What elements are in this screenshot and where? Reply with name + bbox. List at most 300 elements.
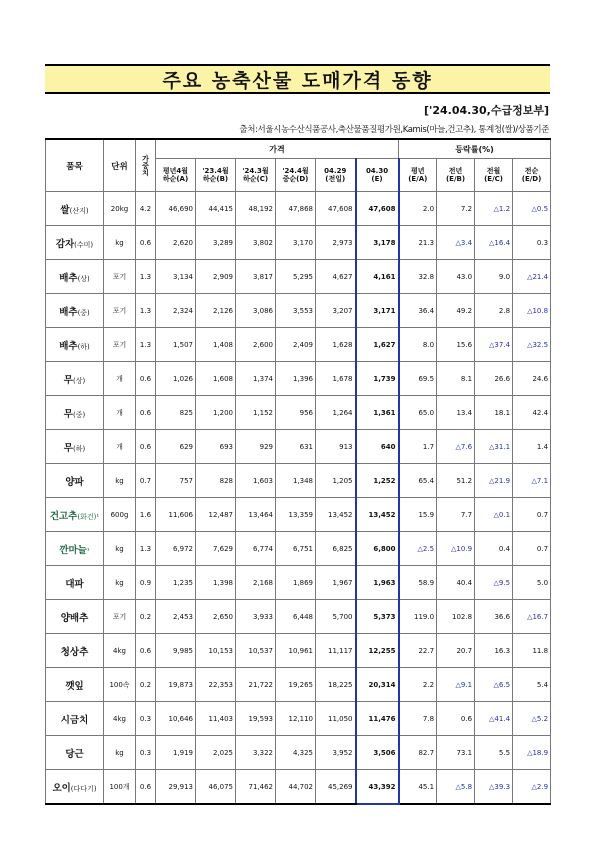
title-banner: [45, 64, 550, 94]
price-d: 47,868: [276, 192, 316, 226]
item-name: 당근: [65, 748, 84, 760]
change-ed: 0.3: [513, 226, 551, 260]
weight-cell: 0.3: [136, 736, 156, 770]
weight-cell: 4.2: [136, 192, 156, 226]
change-eb: 13.4: [437, 396, 475, 430]
price-d: 1,869: [276, 566, 316, 600]
header-change-line1: 전순: [524, 166, 539, 175]
price-b: 1,200: [196, 396, 236, 430]
price-b: 693: [196, 430, 236, 464]
table-row: [46, 668, 551, 702]
change-ed: 24.6: [513, 362, 551, 396]
header-price-col: [156, 159, 196, 192]
table-row: [46, 260, 551, 294]
change-eb: △3.4: [437, 226, 475, 260]
change-ed: 11.8: [513, 634, 551, 668]
table-row: [46, 362, 551, 396]
header-change-line2: (E/A): [408, 175, 428, 183]
price-d: 3,170: [276, 226, 316, 260]
item-name-cell: [46, 566, 104, 600]
price-a: 825: [156, 396, 196, 430]
unit-cell: 포기: [104, 328, 136, 362]
price-c: 3,817: [236, 260, 276, 294]
change-ec: △21.9: [475, 464, 513, 498]
table-row: [46, 770, 551, 805]
weight-cell: 0.2: [136, 600, 156, 634]
header-change-group: 등락률(%): [399, 139, 551, 159]
change-ec: △41.4: [475, 702, 513, 736]
header-price-line1: 04.30: [365, 166, 389, 175]
header-change-col: [437, 159, 475, 192]
price-d: 6,751: [276, 532, 316, 566]
item-grade: (하): [72, 444, 86, 453]
change-eb: △9.1: [437, 668, 475, 702]
price-b: 2,909: [196, 260, 236, 294]
item-name: 깻잎: [65, 680, 84, 692]
price-a: 1,919: [156, 736, 196, 770]
item-name-cell: [46, 362, 104, 396]
table-row: [46, 192, 551, 226]
price-prev: 2,973: [316, 226, 356, 260]
price-b: 10,153: [196, 634, 236, 668]
price-c: 19,593: [236, 702, 276, 736]
unit-cell: kg: [104, 226, 136, 260]
header-change-line2: (E/D): [521, 175, 542, 183]
change-eb: 43.0: [437, 260, 475, 294]
price-b: 46,075: [196, 770, 236, 805]
change-ea: △2.5: [399, 532, 437, 566]
table-row: [46, 532, 551, 566]
header-price-group: 가격: [156, 139, 399, 159]
unit-cell: kg: [104, 736, 136, 770]
price-a: 9,985: [156, 634, 196, 668]
price-c: 21,722: [236, 668, 276, 702]
table-row: [46, 702, 551, 736]
price-b: 1,608: [196, 362, 236, 396]
price-c: 3,802: [236, 226, 276, 260]
change-ed: 42.4: [513, 396, 551, 430]
price-c: 2,600: [236, 328, 276, 362]
price-a: 2,324: [156, 294, 196, 328]
unit-cell: 100개: [104, 770, 136, 805]
price-c: 71,462: [236, 770, 276, 805]
table-row: [46, 430, 551, 464]
table-row: [46, 736, 551, 770]
header-change-col: [399, 159, 437, 192]
source-note: 출처:서울시농수산식품공사,축산물품질평가원,Kamis(마늘,건고추), 통계청(쌀)/상품기준: [239, 125, 549, 135]
change-ed: △16.7: [513, 600, 551, 634]
price-current: 47,608: [356, 192, 399, 226]
price-current: 12,255: [356, 634, 399, 668]
price-d: 2,409: [276, 328, 316, 362]
change-ec: △6.5: [475, 668, 513, 702]
change-ea: 119.0: [399, 600, 437, 634]
item-name: 청상추: [60, 646, 89, 658]
header-change-col: [513, 159, 551, 192]
price-prev: 1,628: [316, 328, 356, 362]
item-grade: (상): [72, 376, 86, 385]
header-change-line1: 평년: [411, 166, 425, 175]
change-ec: △16.4: [475, 226, 513, 260]
table-row: [46, 328, 551, 362]
price-current: 4,161: [356, 260, 399, 294]
item-name: 배추: [59, 306, 78, 318]
item-name: 시금치: [60, 714, 89, 726]
item-grade: (하): [77, 342, 90, 351]
change-ec: 26.6: [475, 362, 513, 396]
weight-cell: 0.9: [136, 566, 156, 600]
price-current: 20,314: [356, 668, 399, 702]
price-b: 11,403: [196, 702, 236, 736]
header-price-line1: '24.4월: [282, 166, 309, 175]
change-ec: 2.8: [475, 294, 513, 328]
header-price-line1: 04.29: [324, 166, 347, 175]
change-ed: △32.5: [513, 328, 551, 362]
unit-cell: 4kg: [104, 702, 136, 736]
header-price-line2: 중순(D): [282, 175, 309, 183]
item-grade: (산지): [69, 206, 89, 215]
change-ec: △37.4: [475, 328, 513, 362]
header-change-line2: (E/B): [445, 175, 466, 183]
table-row: [46, 566, 551, 600]
weight-cell: 0.6: [136, 770, 156, 805]
header-price-col: [316, 159, 356, 192]
table-header: [46, 139, 551, 192]
price-prev: 1,264: [316, 396, 356, 430]
change-ed: 0.7: [513, 532, 551, 566]
change-ec: 5.5: [475, 736, 513, 770]
item-name-cell: [46, 328, 104, 362]
price-d: 1,348: [276, 464, 316, 498]
weight-cell: 0.2: [136, 668, 156, 702]
price-current: 1,739: [356, 362, 399, 396]
price-a: 629: [156, 430, 196, 464]
header-unit: 단위: [104, 139, 136, 192]
table-body: [46, 192, 551, 805]
price-current: 13,452: [356, 498, 399, 532]
change-ea: 22.7: [399, 634, 437, 668]
price-b: 12,487: [196, 498, 236, 532]
price-a: 1,235: [156, 566, 196, 600]
header-price-col: [236, 159, 276, 192]
item-name-cell: [46, 668, 104, 702]
weight-cell: 1.3: [136, 532, 156, 566]
price-prev: 11,117: [316, 634, 356, 668]
price-a: 757: [156, 464, 196, 498]
price-d: 5,295: [276, 260, 316, 294]
table-row: [46, 634, 551, 668]
change-ed: 0.7: [513, 498, 551, 532]
table-row: [46, 226, 551, 260]
price-prev: 1,205: [316, 464, 356, 498]
change-ea: 1.7: [399, 430, 437, 464]
change-ea: 45.1: [399, 770, 437, 805]
item-name-cell: [46, 294, 104, 328]
price-c: 10,537: [236, 634, 276, 668]
header-weight: 가중치: [136, 139, 156, 192]
item-name: 건고추: [49, 510, 78, 522]
header-price-line1: 평년4월: [162, 166, 189, 175]
price-current: 3,178: [356, 226, 399, 260]
price-c: 3,322: [236, 736, 276, 770]
price-prev: 13,452: [316, 498, 356, 532]
change-ec: 9.0: [475, 260, 513, 294]
weight-cell: 1.3: [136, 294, 156, 328]
header-price-col: [356, 159, 399, 192]
change-ec: △9.5: [475, 566, 513, 600]
change-eb: 15.6: [437, 328, 475, 362]
weight-cell: 0.6: [136, 226, 156, 260]
price-prev: 3,207: [316, 294, 356, 328]
price-current: 3,171: [356, 294, 399, 328]
item-grade: (중): [77, 308, 90, 317]
change-ea: 7.8: [399, 702, 437, 736]
price-c: 1,603: [236, 464, 276, 498]
item-grade: (다다기): [70, 784, 97, 793]
price-prev: 913: [316, 430, 356, 464]
unit-cell: 포기: [104, 294, 136, 328]
price-b: 1,398: [196, 566, 236, 600]
header-price-col: [196, 159, 236, 192]
price-a: 11,606: [156, 498, 196, 532]
price-prev: 45,269: [316, 770, 356, 805]
change-eb: 102.8: [437, 600, 475, 634]
weight-cell: 0.6: [136, 634, 156, 668]
price-current: 3,506: [356, 736, 399, 770]
price-b: 2,650: [196, 600, 236, 634]
table-row: [46, 600, 551, 634]
unit-cell: kg: [104, 464, 136, 498]
price-d: 1,396: [276, 362, 316, 396]
change-ec: △1.2: [475, 192, 513, 226]
item-name-cell: [46, 532, 104, 566]
change-ec: △0.1: [475, 498, 513, 532]
change-eb: △5.8: [437, 770, 475, 805]
item-name: 깐마늘: [59, 544, 87, 556]
change-ea: 36.4: [399, 294, 437, 328]
price-d: 44,702: [276, 770, 316, 805]
price-a: 3,134: [156, 260, 196, 294]
price-c: 48,192: [236, 192, 276, 226]
price-b: 828: [196, 464, 236, 498]
item-grade: (중): [72, 410, 86, 419]
change-ed: 5.0: [513, 566, 551, 600]
price-current: 1,963: [356, 566, 399, 600]
change-ed: △2.9: [513, 770, 551, 805]
item-name-cell: [46, 600, 104, 634]
change-ea: 21.3: [399, 226, 437, 260]
item-name: 감자: [55, 238, 75, 250]
change-ec: 36.6: [475, 600, 513, 634]
price-b: 44,415: [196, 192, 236, 226]
price-b: 2,025: [196, 736, 236, 770]
weight-cell: 0.6: [136, 430, 156, 464]
price-current: 43,392: [356, 770, 399, 805]
header-change-line1: 전년: [448, 166, 463, 175]
change-eb: 20.7: [437, 634, 475, 668]
header-change-col: [475, 159, 513, 192]
change-ed: △10.8: [513, 294, 551, 328]
change-eb: 51.2: [437, 464, 475, 498]
item-grade: (화건)¹: [77, 512, 100, 521]
table-row: [46, 294, 551, 328]
header-change-line1: 전월: [486, 166, 501, 175]
price-current: 11,476: [356, 702, 399, 736]
change-ea: 65.4: [399, 464, 437, 498]
change-ed: 5.4: [513, 668, 551, 702]
change-ec: △39.3: [475, 770, 513, 805]
price-prev: 1,967: [316, 566, 356, 600]
change-ea: 32.8: [399, 260, 437, 294]
change-eb: 49.2: [437, 294, 475, 328]
item-name-cell: [46, 396, 104, 430]
header-price-col: [276, 159, 316, 192]
change-ec: 18.1: [475, 396, 513, 430]
price-b: 22,353: [196, 668, 236, 702]
change-eb: 7.7: [437, 498, 475, 532]
weight-cell: 0.6: [136, 396, 156, 430]
price-table: [45, 138, 551, 805]
table-row: [46, 396, 551, 430]
price-current: 5,373: [356, 600, 399, 634]
item-name-cell: [46, 770, 104, 805]
item-grade: (수미): [74, 240, 94, 249]
unit-cell: 개: [104, 362, 136, 396]
change-ea: 82.7: [399, 736, 437, 770]
unit-cell: kg: [104, 566, 136, 600]
change-ed: △18.9: [513, 736, 551, 770]
item-name: 무: [63, 374, 73, 386]
unit-cell: 개: [104, 396, 136, 430]
change-ec: 0.4: [475, 532, 513, 566]
item-name-cell: [46, 192, 104, 226]
weight-cell: 1.3: [136, 260, 156, 294]
unit-cell: kg: [104, 532, 136, 566]
price-prev: 11,050: [316, 702, 356, 736]
change-ea: 2.0: [399, 192, 437, 226]
item-name: 양배추: [60, 612, 89, 624]
price-current: 1,627: [356, 328, 399, 362]
price-d: 4,325: [276, 736, 316, 770]
price-d: 631: [276, 430, 316, 464]
header-change-line2: (E/C): [484, 175, 503, 183]
price-c: 929: [236, 430, 276, 464]
item-name-cell: [46, 260, 104, 294]
item-name-cell: [46, 464, 104, 498]
price-a: 19,873: [156, 668, 196, 702]
unit-cell: 600g: [104, 498, 136, 532]
price-a: 1,507: [156, 328, 196, 362]
date-org-label: ['24.04.30,수급정보부]: [423, 104, 549, 117]
price-prev: 4,627: [316, 260, 356, 294]
unit-cell: 20kg: [104, 192, 136, 226]
price-prev: 47,608: [316, 192, 356, 226]
price-c: 1,152: [236, 396, 276, 430]
item-grade: ¹: [86, 546, 90, 555]
table-row: [46, 498, 551, 532]
price-current: 1,361: [356, 396, 399, 430]
weight-cell: 1.3: [136, 328, 156, 362]
weight-cell: 0.6: [136, 362, 156, 396]
item-name-cell: [46, 498, 104, 532]
price-c: 1,374: [236, 362, 276, 396]
price-b: 1,408: [196, 328, 236, 362]
change-ed: △21.4: [513, 260, 551, 294]
price-a: 29,913: [156, 770, 196, 805]
item-name: 배추: [59, 340, 78, 352]
header-price-line2: 하순(C): [242, 175, 269, 183]
item-name: 대파: [65, 578, 84, 590]
item-name: 쌀: [60, 204, 70, 216]
weight-cell: 0.3: [136, 702, 156, 736]
unit-cell: 4kg: [104, 634, 136, 668]
price-c: 3,086: [236, 294, 276, 328]
price-a: 1,026: [156, 362, 196, 396]
price-d: 956: [276, 396, 316, 430]
change-ec: △31.1: [475, 430, 513, 464]
header-item: 품목: [46, 139, 104, 192]
change-eb: 40.4: [437, 566, 475, 600]
price-a: 2,453: [156, 600, 196, 634]
change-ea: 58.9: [399, 566, 437, 600]
change-eb: 73.1: [437, 736, 475, 770]
change-eb: △10.9: [437, 532, 475, 566]
weight-cell: 1.6: [136, 498, 156, 532]
price-b: 3,289: [196, 226, 236, 260]
price-b: 7,629: [196, 532, 236, 566]
item-name: 오이: [52, 782, 71, 794]
price-prev: 5,700: [316, 600, 356, 634]
unit-cell: 100속: [104, 668, 136, 702]
unit-cell: 포기: [104, 600, 136, 634]
price-c: 3,933: [236, 600, 276, 634]
change-ea: 2.2: [399, 668, 437, 702]
header-price-line1: '23.4월: [202, 166, 229, 175]
price-a: 2,620: [156, 226, 196, 260]
header-price-line2: 하순(A): [162, 175, 189, 183]
item-name: 양파: [65, 476, 84, 488]
price-c: 6,774: [236, 532, 276, 566]
item-name-cell: [46, 702, 104, 736]
item-grade: (상): [77, 274, 90, 283]
price-current: 640: [356, 430, 399, 464]
item-name-cell: [46, 430, 104, 464]
item-name: 무: [63, 408, 73, 420]
price-prev: 6,825: [316, 532, 356, 566]
item-name-cell: [46, 736, 104, 770]
page-title: 주요 농축산물 도매가격 동향: [162, 69, 433, 92]
price-a: 46,690: [156, 192, 196, 226]
change-eb: 7.2: [437, 192, 475, 226]
change-ea: 8.0: [399, 328, 437, 362]
weight-cell: 0.7: [136, 464, 156, 498]
item-name: 무: [63, 442, 73, 454]
change-ed: 1.4: [513, 430, 551, 464]
item-name-cell: [46, 634, 104, 668]
price-prev: 3,952: [316, 736, 356, 770]
price-prev: 1,678: [316, 362, 356, 396]
item-name-cell: [46, 226, 104, 260]
price-d: 12,110: [276, 702, 316, 736]
header-price-line2: (전일): [325, 175, 346, 183]
change-ea: 65.0: [399, 396, 437, 430]
header-price-line2: (E): [371, 175, 383, 183]
price-prev: 18,225: [316, 668, 356, 702]
price-d: 6,448: [276, 600, 316, 634]
change-ed: △7.1: [513, 464, 551, 498]
price-current: 6,800: [356, 532, 399, 566]
price-d: 19,265: [276, 668, 316, 702]
